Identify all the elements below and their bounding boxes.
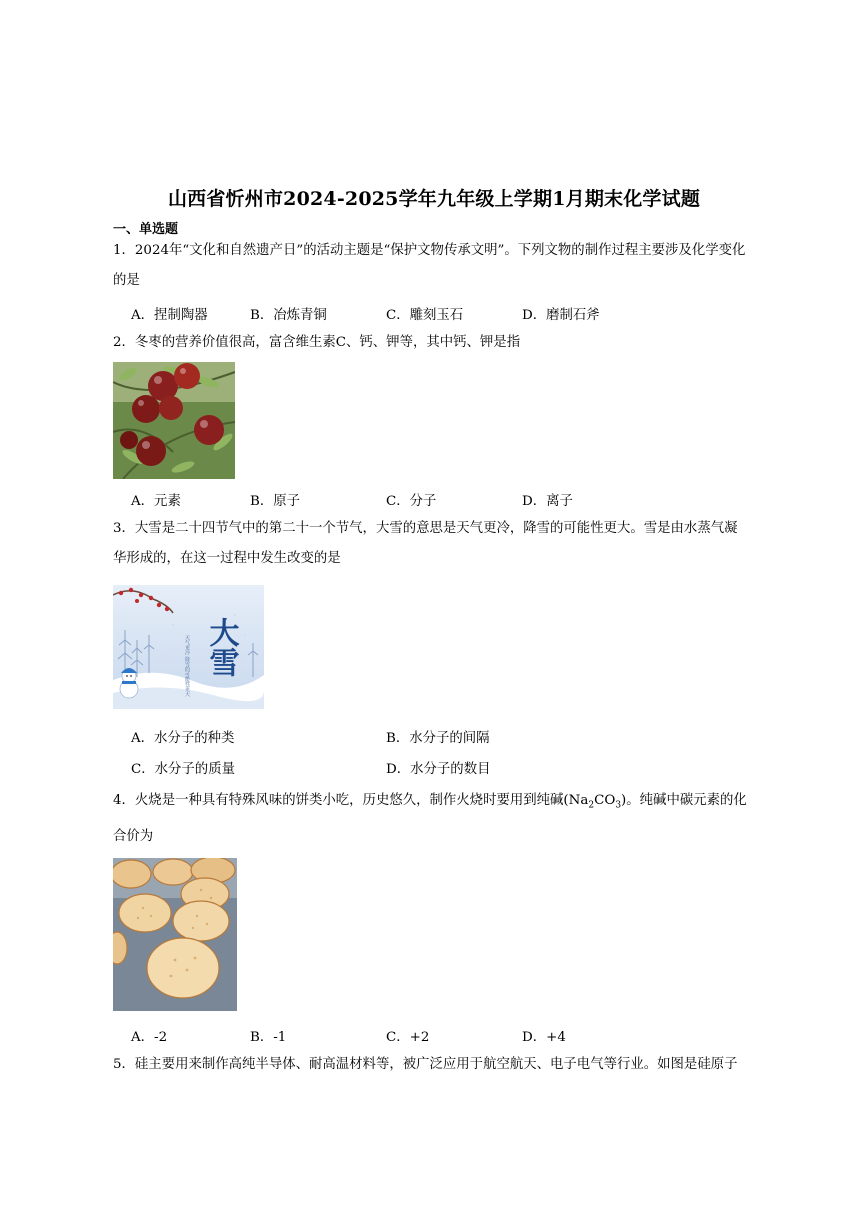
poster-caption-text: 天气更冷 降雪的可能性更大 xyxy=(184,635,190,697)
question-4-text-b: )。纯碱中碳元素的化 xyxy=(621,793,747,808)
q4-option-d: D．+4 xyxy=(522,1030,566,1045)
q2-option-d: D．离子 xyxy=(522,494,573,509)
question-4-text-a: 4．火烧是一种具有特殊风味的饼类小吃，历史悠久，制作火烧时要用到纯碱( xyxy=(113,793,569,808)
q3-option-c: C．水分子的质量 xyxy=(131,762,235,777)
question-4 xyxy=(113,786,761,821)
poster-title-text: 大雪 xyxy=(203,617,239,677)
q4-option-c: C．+2 xyxy=(386,1030,430,1045)
q4-option-b: B．-1 xyxy=(250,1030,287,1045)
q1-option-c: C．雕刻玉石 xyxy=(386,308,464,323)
q2-option-c: C．分子 xyxy=(386,494,437,509)
jujube-image xyxy=(113,362,235,479)
q2-option-b: B．原子 xyxy=(250,494,301,509)
question-3-line-2: 华形成的，在这一过程中发生改变的是 xyxy=(113,551,341,566)
q2-option-a: A．元素 xyxy=(131,494,181,509)
q3-option-b: B．水分子的间隔 xyxy=(386,731,490,746)
snowman-icon xyxy=(120,668,138,698)
q3-option-d: D．水分子的数目 xyxy=(386,762,491,777)
q3-option-a: A．水分子的种类 xyxy=(131,731,235,746)
question-2 xyxy=(113,328,761,358)
daxue-poster-image xyxy=(113,585,264,709)
question-3-line-1: 3．大雪是二十四节气中的第二十一个节气，大雪的意思是天气更冷，降雪的可能性更大。雪是由水蒸气凝 xyxy=(113,521,738,536)
question-4-line-1 xyxy=(113,786,761,821)
question-3 xyxy=(113,514,761,574)
question-4-continued xyxy=(113,822,761,852)
question-5 xyxy=(113,1050,761,1080)
q1-option-b: B．冶炼青铜 xyxy=(250,308,327,323)
q1-option-d: D．磨制石斧 xyxy=(522,308,600,323)
question-5-line-1: 5．硅主要用来制作高纯半导体、耐高温材料等，被广泛应用于航空航天、电子电气等行业。如图是硅原子 xyxy=(113,1057,738,1072)
question-1-line-2: 的是 xyxy=(113,273,140,288)
q1-option-a: A．捏制陶器 xyxy=(131,308,208,323)
question-4-line-2: 合价为 xyxy=(113,829,154,844)
section-heading: 一、单选题 xyxy=(113,222,179,237)
q4-option-a: A．-2 xyxy=(131,1030,168,1045)
sodium-carbonate-formula: $Na_2CO_3$ xyxy=(568,793,622,811)
page-title: 山西省忻州市2024-2025学年九年级上学期1月期末化学试题 xyxy=(167,188,701,210)
question-2-line-1: 2．冬枣的营养价值很高，富含维生素C、钙、钾等，其中钙、钾是指 xyxy=(113,335,521,350)
question-1-line-1: 1．2024年“文化和自然遗产日”的活动主题是“保护文物传承文明”。下列文物的制作过程主要涉及化学变化 xyxy=(113,243,746,258)
huoshao-image xyxy=(113,858,237,1011)
question-1 xyxy=(113,236,761,296)
